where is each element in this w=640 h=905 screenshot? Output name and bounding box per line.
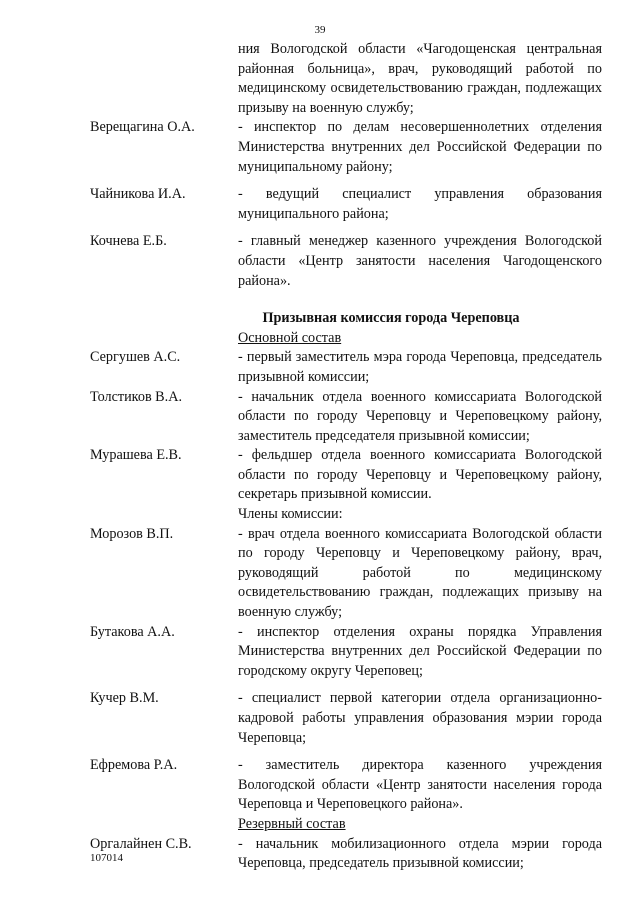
member-desc: - начальник отдела военного комиссариата Вологодской области по городу Череповцу и Череповецкому району, заместитель председателя призывной комиссии; xyxy=(238,388,602,444)
footer-code: 107014 xyxy=(90,852,123,864)
member-row xyxy=(90,118,602,177)
member-desc: - заместитель директора казенного учреждения Вологодской области «Центр занятости населения города Череповца и Череповецкого района». xyxy=(238,757,602,813)
member-name: Кочнева Е.Б. xyxy=(90,233,167,250)
member-row xyxy=(90,525,602,623)
member-desc: - врач отдела военного комиссариата Вологодской области по городу Череповцу и Череповецкому району, врач, руководящий работой по медицинскому освидетельствованию граждан, подлежащих призыву на военную службу; xyxy=(238,525,602,621)
page-number: 39 xyxy=(314,24,326,36)
section-title: Призывная комиссия города Череповца xyxy=(262,310,520,327)
member-row xyxy=(90,185,602,224)
reserve-composition-label: Резервный состав xyxy=(238,815,346,832)
member-row xyxy=(90,835,602,874)
member-desc: - начальник мобилизационного отдела мэрии города Череповца, председатель призывной комиссии; xyxy=(238,835,602,872)
member-row xyxy=(90,756,602,815)
member-name: Оргалайнен С.В. xyxy=(90,835,192,852)
member-desc: - специалист первой категории отдела организационно-кадровой работы управления образования мэрии города Череповца; xyxy=(238,690,602,746)
intro-row xyxy=(90,40,602,118)
member-name-empty xyxy=(90,40,238,118)
document-body xyxy=(90,40,602,874)
member-desc: - ведущий специалист управления образования муниципального района; xyxy=(238,186,602,222)
member-name: Мурашева Е.В. xyxy=(90,447,182,464)
member-name: Сергушев А.С. xyxy=(90,349,181,366)
member-desc: - первый заместитель мэра города Череповца, председатель призывной комиссии; xyxy=(238,349,602,385)
member-name: Толстиков В.А. xyxy=(90,388,182,405)
member-row xyxy=(90,348,602,387)
member-name: Чайникова И.А. xyxy=(90,186,186,203)
members-label: Члены комиссии: xyxy=(238,506,343,523)
member-desc: - главный менеджер казенного учреждения Вологодской области «Центр занятости населения Чагодощенского района». xyxy=(238,233,602,289)
member-name: Верещагина О.А. xyxy=(90,119,195,136)
member-name: Кучер В.М. xyxy=(90,690,159,707)
main-composition-label: Основной состав xyxy=(238,329,342,346)
intro-text: ния Вологодской области «Чагодощенская центральная районная больница», врач, руководящий работой по медицинскому освидетельствованию граждан, подлежащих призыву на военную службу; xyxy=(238,41,602,116)
member-desc: - инспектор по делам несовершеннолетних отделения Министерства внутренних дел Российской Федерации по муниципальному району; xyxy=(238,119,602,175)
member-desc: - инспектор отделения охраны порядка Управления Министерства внутренних дел Российской Федерации по городскому округу Череповец; xyxy=(238,623,602,679)
member-row xyxy=(90,232,602,291)
member-row xyxy=(90,446,602,505)
member-row xyxy=(90,388,602,447)
member-name: Ефремова Р.А. xyxy=(90,757,178,774)
member-row xyxy=(90,623,602,682)
member-name: Морозов В.П. xyxy=(90,525,174,542)
member-desc: - фельдшер отдела военного комиссариата Вологодской области по городу Череповцу и Череповецкому району, секретарь призывной комиссии. xyxy=(238,447,602,503)
member-row xyxy=(90,689,602,748)
member-name: Бутакова А.А. xyxy=(90,623,175,640)
